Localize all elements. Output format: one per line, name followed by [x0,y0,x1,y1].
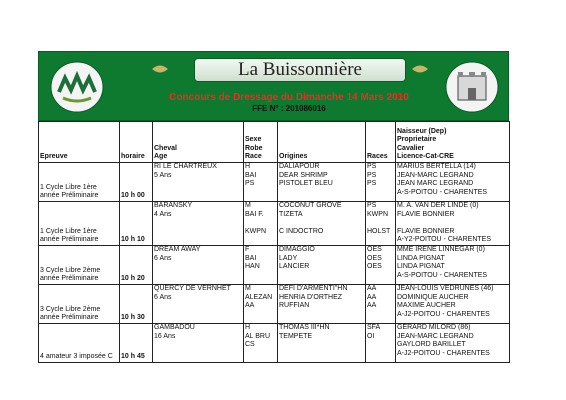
cell-sexe [244,202,278,246]
column-header-sexe-line: Race [245,153,262,161]
cell-naisseur-line: GERARD MILORD (86) [397,323,471,331]
cell-races [366,245,396,284]
cell-origines-line: DEAR SHRIMP [279,171,328,179]
table-header-row [39,122,510,163]
cell-origines [278,284,366,323]
cell-races-line: AA [367,284,377,292]
cell-cheval [153,245,244,284]
entries-table [38,121,510,363]
cell-epreuve [39,245,120,284]
cell-sexe [244,163,278,202]
cell-epreuve [39,323,120,362]
cell-origines [278,163,366,202]
cell-naisseur [396,284,510,323]
cell-naisseur-line: FLAVIE BONNIER [397,210,455,218]
document-sheet [38,51,509,363]
cell-naisseur-line: JEAN-MARC LEGRAND [397,171,474,179]
cell-cheval-line: 4 Ans [154,210,172,218]
cell-races-line: OES [367,263,382,271]
cell-races-line: OES [367,245,382,253]
cell-horaire [120,323,153,362]
cell-races [366,284,396,323]
cell-cheval [153,323,244,362]
cell-naisseur [396,245,510,284]
cell-naisseur-line: A-S-POITOU - CHARENTES [397,271,488,279]
cell-sexe [244,284,278,323]
cell-origines-line: LANCIER [279,263,310,271]
cell-origines-line: LADY [279,254,298,262]
cell-cheval-line: 16 Ans [154,332,176,340]
cell-naisseur-line: FLAVIE BONNIER [397,227,455,235]
cell-naisseur-line: GAYLORD BARILLET [397,341,466,349]
cell-origines-line: RUFFIAN [279,302,310,310]
cell-epreuve-line: 1 Cycle Libre 1ère [40,183,97,191]
cell-races-line: SFA [367,323,381,331]
cell-naisseur-line: A-J2-POITOU - CHARENTES [397,349,490,357]
leaf-ornament-icon [411,64,429,74]
cell-races-line: PS [367,163,377,170]
cell-epreuve-line: 1 Cycle Libre 1ère [40,227,97,235]
cell-naisseur-line: JEAN MARC LEGRAND [397,180,474,188]
column-header-origines-line: Origines [279,153,308,161]
cell-epreuve-line: année Préliminaire [40,314,99,322]
cell-origines-line: C INDOCTRO [279,227,324,235]
cell-horaire [120,284,153,323]
cell-races-line: AA [367,302,377,310]
cell-naisseur-line: DOMINIQUE AUCHER [397,293,469,301]
column-header-naisseur-line: Licence-Cat-CRE [397,153,454,161]
cell-origines-line: TEMPETE [279,332,313,340]
cell-cheval [153,284,244,323]
cell-cheval-line: DREAM AWAY [154,245,201,253]
cell-cheval-line: GAMBADOU [154,323,195,331]
cell-epreuve-line: 3 Cycle Libre 2ème [40,305,101,313]
cell-sexe-line: CS [245,341,255,349]
cell-epreuve-line: 3 Cycle Libre 2ème [40,266,101,274]
cell-races-line: PS [367,202,377,209]
cell-races [366,202,396,246]
cell-origines-line: COCONUT GROVE [279,202,342,209]
column-header-naisseur-line: Naisseur (Dep) [397,127,447,135]
cell-naisseur-line: MME IRENE LINNEGAR (0) [397,245,485,253]
cell-sexe-line: AL BRU [245,332,271,340]
cell-sexe-line: HAN [245,263,260,271]
cell-sexe-line: M [245,284,251,292]
cell-races-line: KWPN [367,210,388,218]
cell-races [366,163,396,202]
cell-naisseur-line: LINDA PIGNAT [397,254,445,262]
cell-sexe [244,323,278,362]
cell-cheval-line: QUERCY DE VERNHET [154,284,231,292]
cell-origines-line: HENRIA D'ORTHEZ [279,293,343,301]
cell-naisseur-line [397,219,508,228]
cell-epreuve [39,202,120,246]
cell-epreuve-line: année Préliminaire [40,275,99,283]
cell-horaire-line: 10 h 00 [121,192,145,200]
cell-sexe-line: H [245,323,251,331]
cell-origines [278,202,366,246]
cell-races-line: AA [367,293,377,301]
cell-naisseur-line: A-J2-POITOU - CHARENTES [397,310,490,318]
column-header-races [366,122,396,163]
column-header-naisseur-line: Proprietaire [397,136,437,144]
column-header-sexe-line: Robe [245,144,263,152]
column-header-sexe [244,122,278,163]
column-header-origines [278,122,366,163]
header-banner [38,51,509,121]
cell-naisseur-line: MAXIME AUCHER [397,302,456,310]
cell-epreuve [39,284,120,323]
column-header-cheval-line: Age [154,153,168,161]
cell-cheval-line: 5 Ans [154,171,172,179]
cell-naisseur [396,163,510,202]
cell-naisseur-line: A-S-POITOU - CHARENTES [397,188,488,196]
cell-races-line: PS [367,171,377,179]
cell-origines [278,323,366,362]
cell-sexe-line: M [245,202,251,209]
cell-sexe-line: KWPN [245,227,266,235]
leaf-ornament-icon [151,64,169,74]
cell-sexe-line: F [245,245,250,253]
table-row [39,202,510,246]
cell-horaire-line: 10 h 10 [121,236,145,244]
cell-sexe-line: H [245,163,251,170]
column-header-horaire-line: horaire [121,153,145,161]
town-crest-icon [444,60,500,114]
cell-epreuve-line: année Préliminaire [40,236,99,244]
table-row [39,163,510,202]
column-header-epreuve-line: Epreuve [40,153,68,161]
column-header-races-line: Races [367,153,388,161]
cell-origines [278,245,366,284]
cell-cheval-line: RI LE CHARTREUX [154,163,217,170]
club-logo-icon [49,60,105,114]
cell-sexe-line: ALEZAN [245,293,273,301]
column-header-cheval [153,122,244,163]
table-row [39,245,510,284]
cell-horaire-line: 10 h 20 [121,275,145,283]
cell-naisseur-line: LINDA PIGNAT [397,263,445,271]
column-header-naisseur-line: Cavalier [397,144,425,152]
cell-horaire-line: 10 h 45 [121,353,145,361]
cell-races-line [367,219,394,228]
cell-origines-line [279,219,364,228]
cell-horaire [120,202,153,246]
cell-races [366,323,396,362]
cell-naisseur [396,323,510,362]
cell-origines-line: DEFI D'ARMENTI"HN [279,284,348,292]
table-row [39,323,510,362]
cell-epreuve-line: année Préliminaire [40,192,99,200]
cell-races-line: HOLST [367,227,391,235]
cell-races-line: OES [367,254,382,262]
table-row [39,284,510,323]
cell-epreuve [39,163,120,202]
column-header-epreuve [39,122,120,163]
cell-epreuve-line: 4 amateur 3 imposée C [40,353,113,361]
cell-naisseur-line: JEAN-LOUIS VEDRUNES (46) [397,284,494,292]
ffe-number: FFE N° : 201086016 [252,104,326,113]
cell-cheval-line: 6 Ans [154,254,172,262]
cell-naisseur-line: A-Y2-POITOU - CHARENTES [397,236,491,244]
cell-sexe-line [245,219,276,228]
cell-cheval-line: BARANSKY [154,202,193,209]
event-subtitle: Concours de Dressage du Dimanche 14 Mars 2010 [169,92,409,103]
cell-races-line: OI [367,332,375,340]
cell-origines-line: DALIAPOUR [279,163,320,170]
column-header-sexe-line: Sexe [245,136,262,144]
cell-naisseur-line: MARIUS BERTELLA (14) [397,163,476,170]
cell-origines-line: THOMAS III*HN [279,323,330,331]
column-header-horaire [120,122,153,163]
cell-origines-line: DIMAGGIO [279,245,315,253]
cell-origines-line: PISTOLET BLEU [279,180,333,188]
cell-races-line: PS [367,180,377,188]
page-title: La Buissonnière [194,58,406,82]
column-header-cheval-line: Cheval [154,144,177,152]
cell-cheval [153,202,244,246]
cell-horaire-line: 10 h 30 [121,314,145,322]
cell-sexe-line: BAI [245,254,257,262]
cell-horaire [120,245,153,284]
cell-naisseur-line: M. A. VAN DER LINDE (0) [397,202,479,209]
cell-naisseur-line: JEAN-MARC LEGRAND [397,332,474,340]
cell-origines-line: TIZETA [279,210,303,218]
cell-naisseur [396,202,510,246]
cell-horaire [120,163,153,202]
cell-sexe-line: BAI [245,171,257,179]
cell-cheval [153,163,244,202]
column-header-naisseur [396,122,510,163]
cell-cheval-line: 6 Ans [154,293,172,301]
cell-sexe [244,245,278,284]
cell-sexe-line: PS [245,180,255,188]
cell-sexe-line: BAI F. [245,210,264,218]
cell-sexe-line: AA [245,302,255,310]
